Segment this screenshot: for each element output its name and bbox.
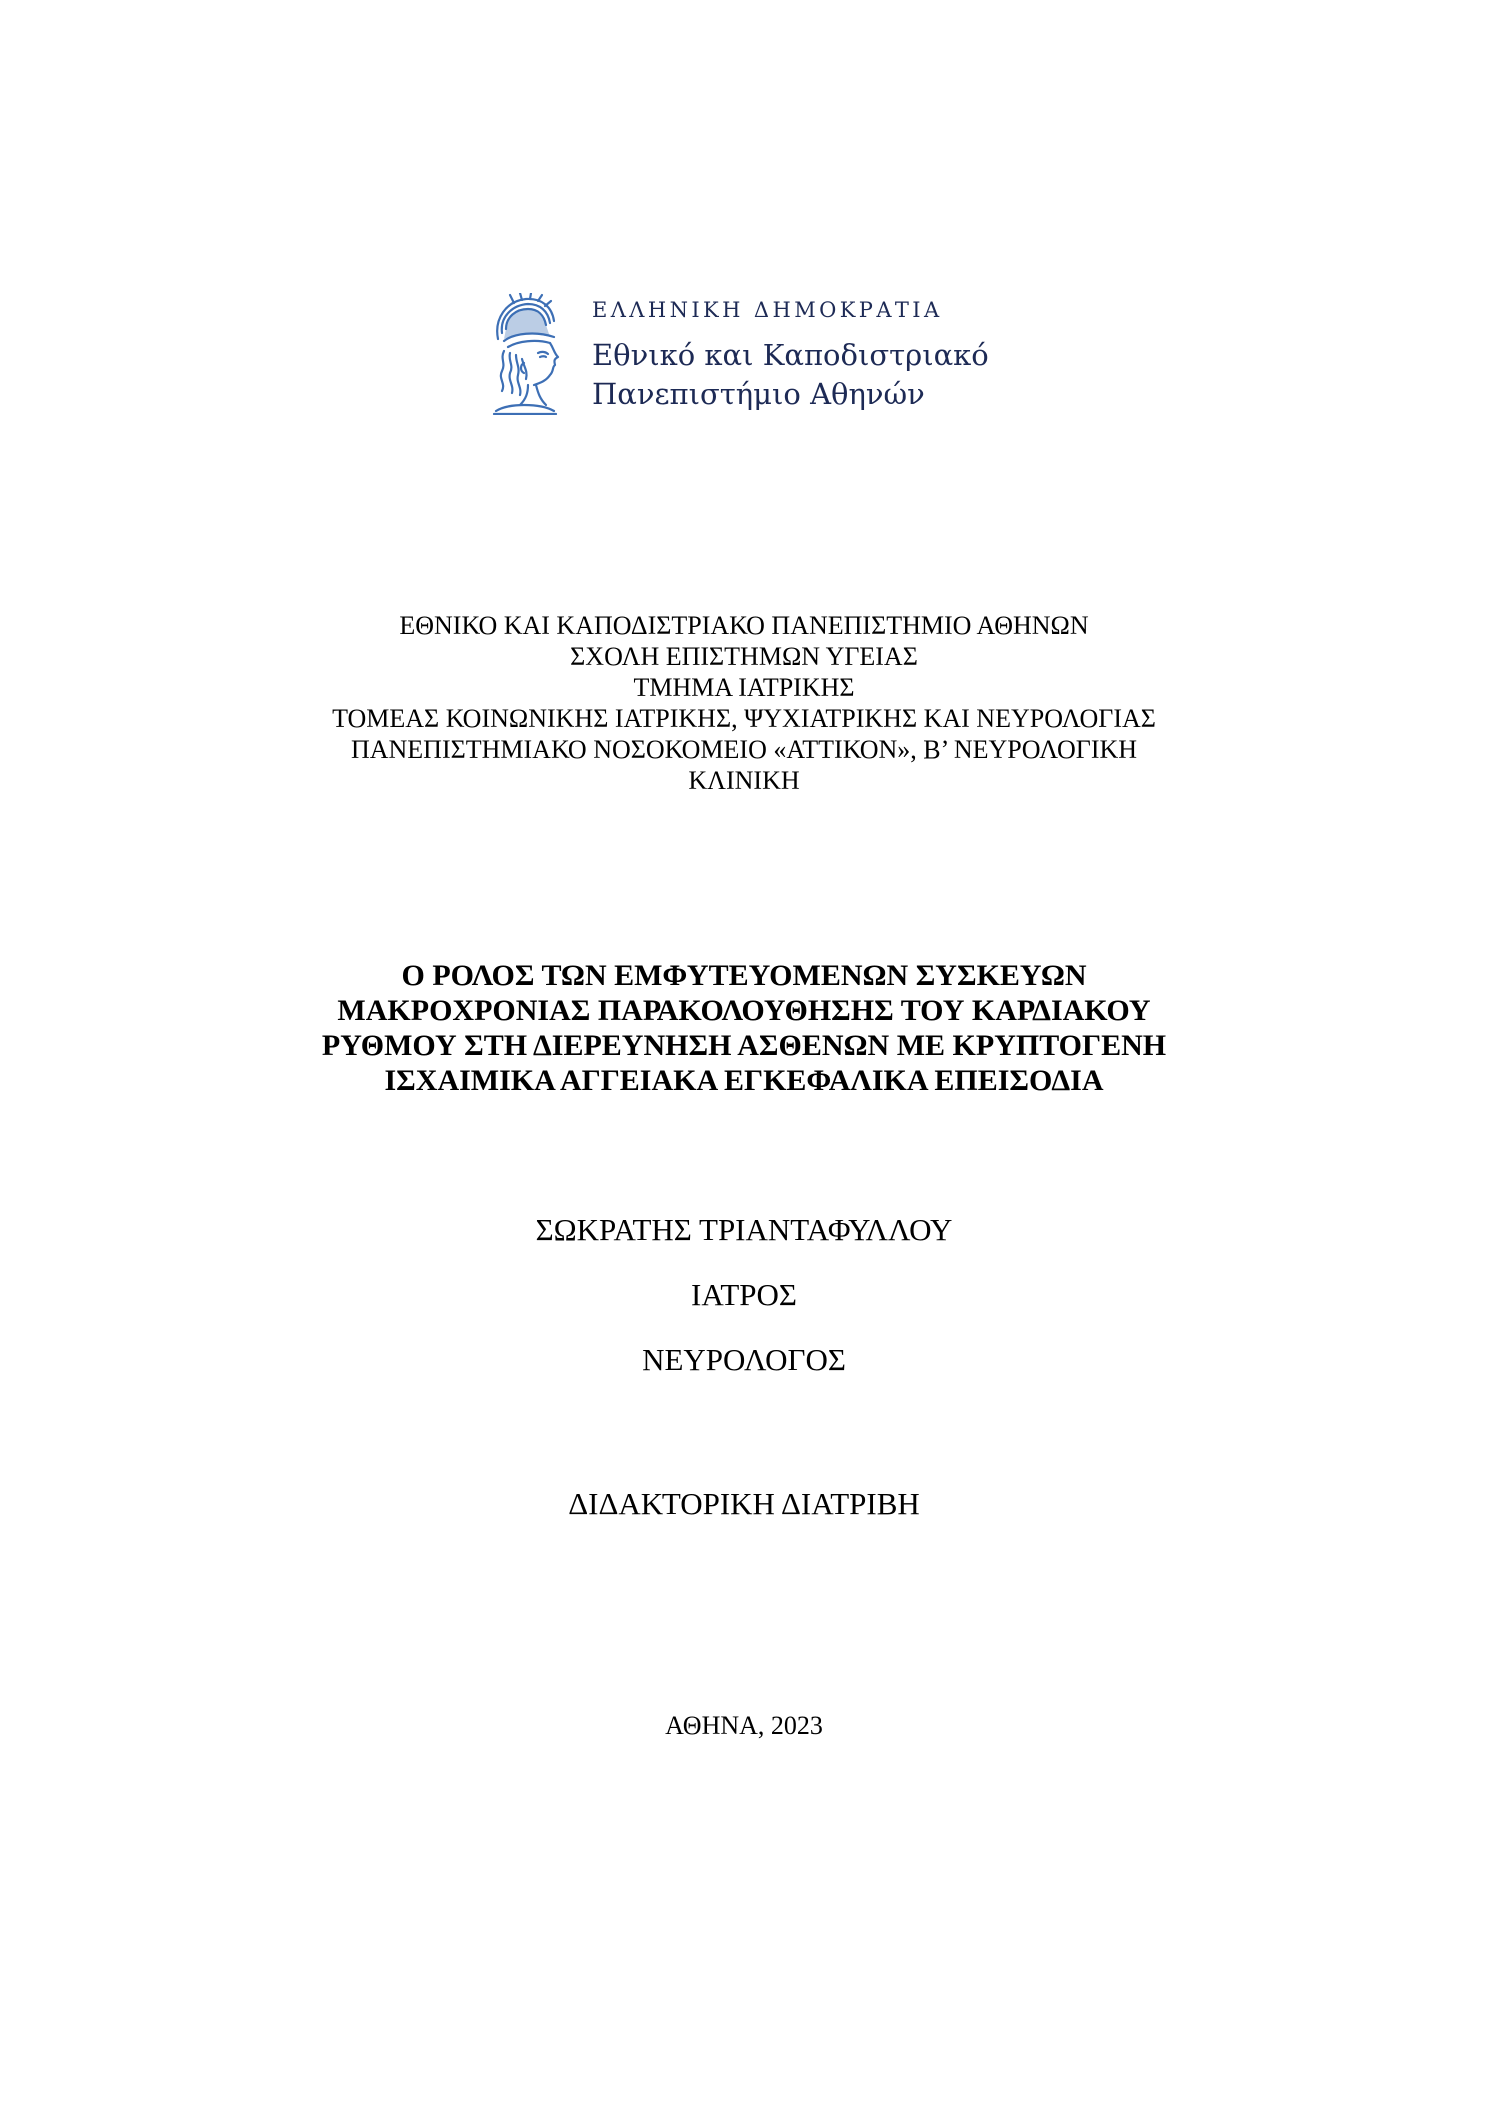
- place-and-year: ΑΘΗΝΑ, 2023: [665, 1711, 823, 1740]
- author-name: ΣΩΚΡΑΤΗΣ ΤΡΙΑΝΤΑΦΥΛΛΟΥ: [535, 1212, 953, 1247]
- logo-line-republic: ΕΛΛΗΝΙΚΗ ΔΗΜΟΚΡΑΤΙΑ: [592, 298, 943, 322]
- institution-line: ΤΜΗΜΑ ΙΑΤΡΙΚΗΣ: [633, 673, 855, 702]
- document-type: ΔΙΔΑΚΤΟΡΙΚΗ ΔΙΑΤΡΙΒΗ: [568, 1486, 920, 1521]
- author-role-neurologist: ΝΕΥΡΟΛΟΓΟΣ: [642, 1342, 846, 1377]
- athena-head-emblem-icon: [484, 293, 564, 415]
- institution-line: ΚΛΙΝΙΚΗ: [688, 766, 800, 795]
- institution-block: [0, 610, 1488, 796]
- institution-line: ΠΑΝΕΠΙΣΤΗΜΙΑΚΟ ΝΟΣΟΚΟΜΕΙΟ «ΑΤΤΙΚΟΝ», Β’ ΝΕΥΡΟΛΟΓΙΚΗ: [350, 735, 1138, 764]
- thesis-title: [0, 958, 1488, 1098]
- title-line: Ο ΡΟΛΟΣ ΤΩΝ ΕΜΦΥΤΕΥΟΜΕΝΩΝ ΣΥΣΚΕΥΩΝ: [401, 959, 1087, 992]
- title-line: ΙΣΧΑΙΜΙΚΑ ΑΓΓΕΙΑΚΑ ΕΓΚΕΦΑΛΙΚΑ ΕΠΕΙΣΟΔΙΑ: [384, 1064, 1104, 1097]
- title-line: ΡΥΘΜΟΥ ΣΤΗ ΔΙΕΡΕΥΝΗΣΗ ΑΣΘΕΝΩΝ ΜΕ ΚΡΥΠΤΟΓΕΝΗ: [321, 1029, 1167, 1062]
- institution-line: ΣΧΟΛΗ ΕΠΙΣΤΗΜΩΝ ΥΓΕΙΑΣ: [570, 642, 918, 671]
- title-line: ΜΑΚΡΟΧΡΟΝΙΑΣ ΠΑΡΑΚΟΛΟΥΘΗΣΗΣ ΤΟΥ ΚΑΡΔΙΑΚΟΥ: [337, 994, 1151, 1027]
- logo-line-university-1: Εθνικό και Καποδιστριακό: [592, 338, 989, 372]
- institution-line: ΤΟΜΕΑΣ ΚΟΙΝΩΝΙΚΗΣ ΙΑΤΡΙΚΗΣ, ΨΥΧΙΑΤΡΙΚΗΣ ΚΑΙ ΝΕΥΡΟΛΟΓΙΑΣ: [332, 704, 1156, 733]
- university-logo: [484, 293, 1044, 419]
- institution-line: ΕΘΝΙΚΟ ΚΑΙ ΚΑΠΟΔΙΣΤΡΙΑΚΟ ΠΑΝΕΠΙΣΤΗΜΙΟ ΑΘΗΝΩΝ: [399, 611, 1089, 640]
- author-role-physician: ΙΑΤΡΟΣ: [691, 1277, 797, 1312]
- logo-line-university-2: Πανεπιστήμιο Αθηνών: [592, 377, 925, 411]
